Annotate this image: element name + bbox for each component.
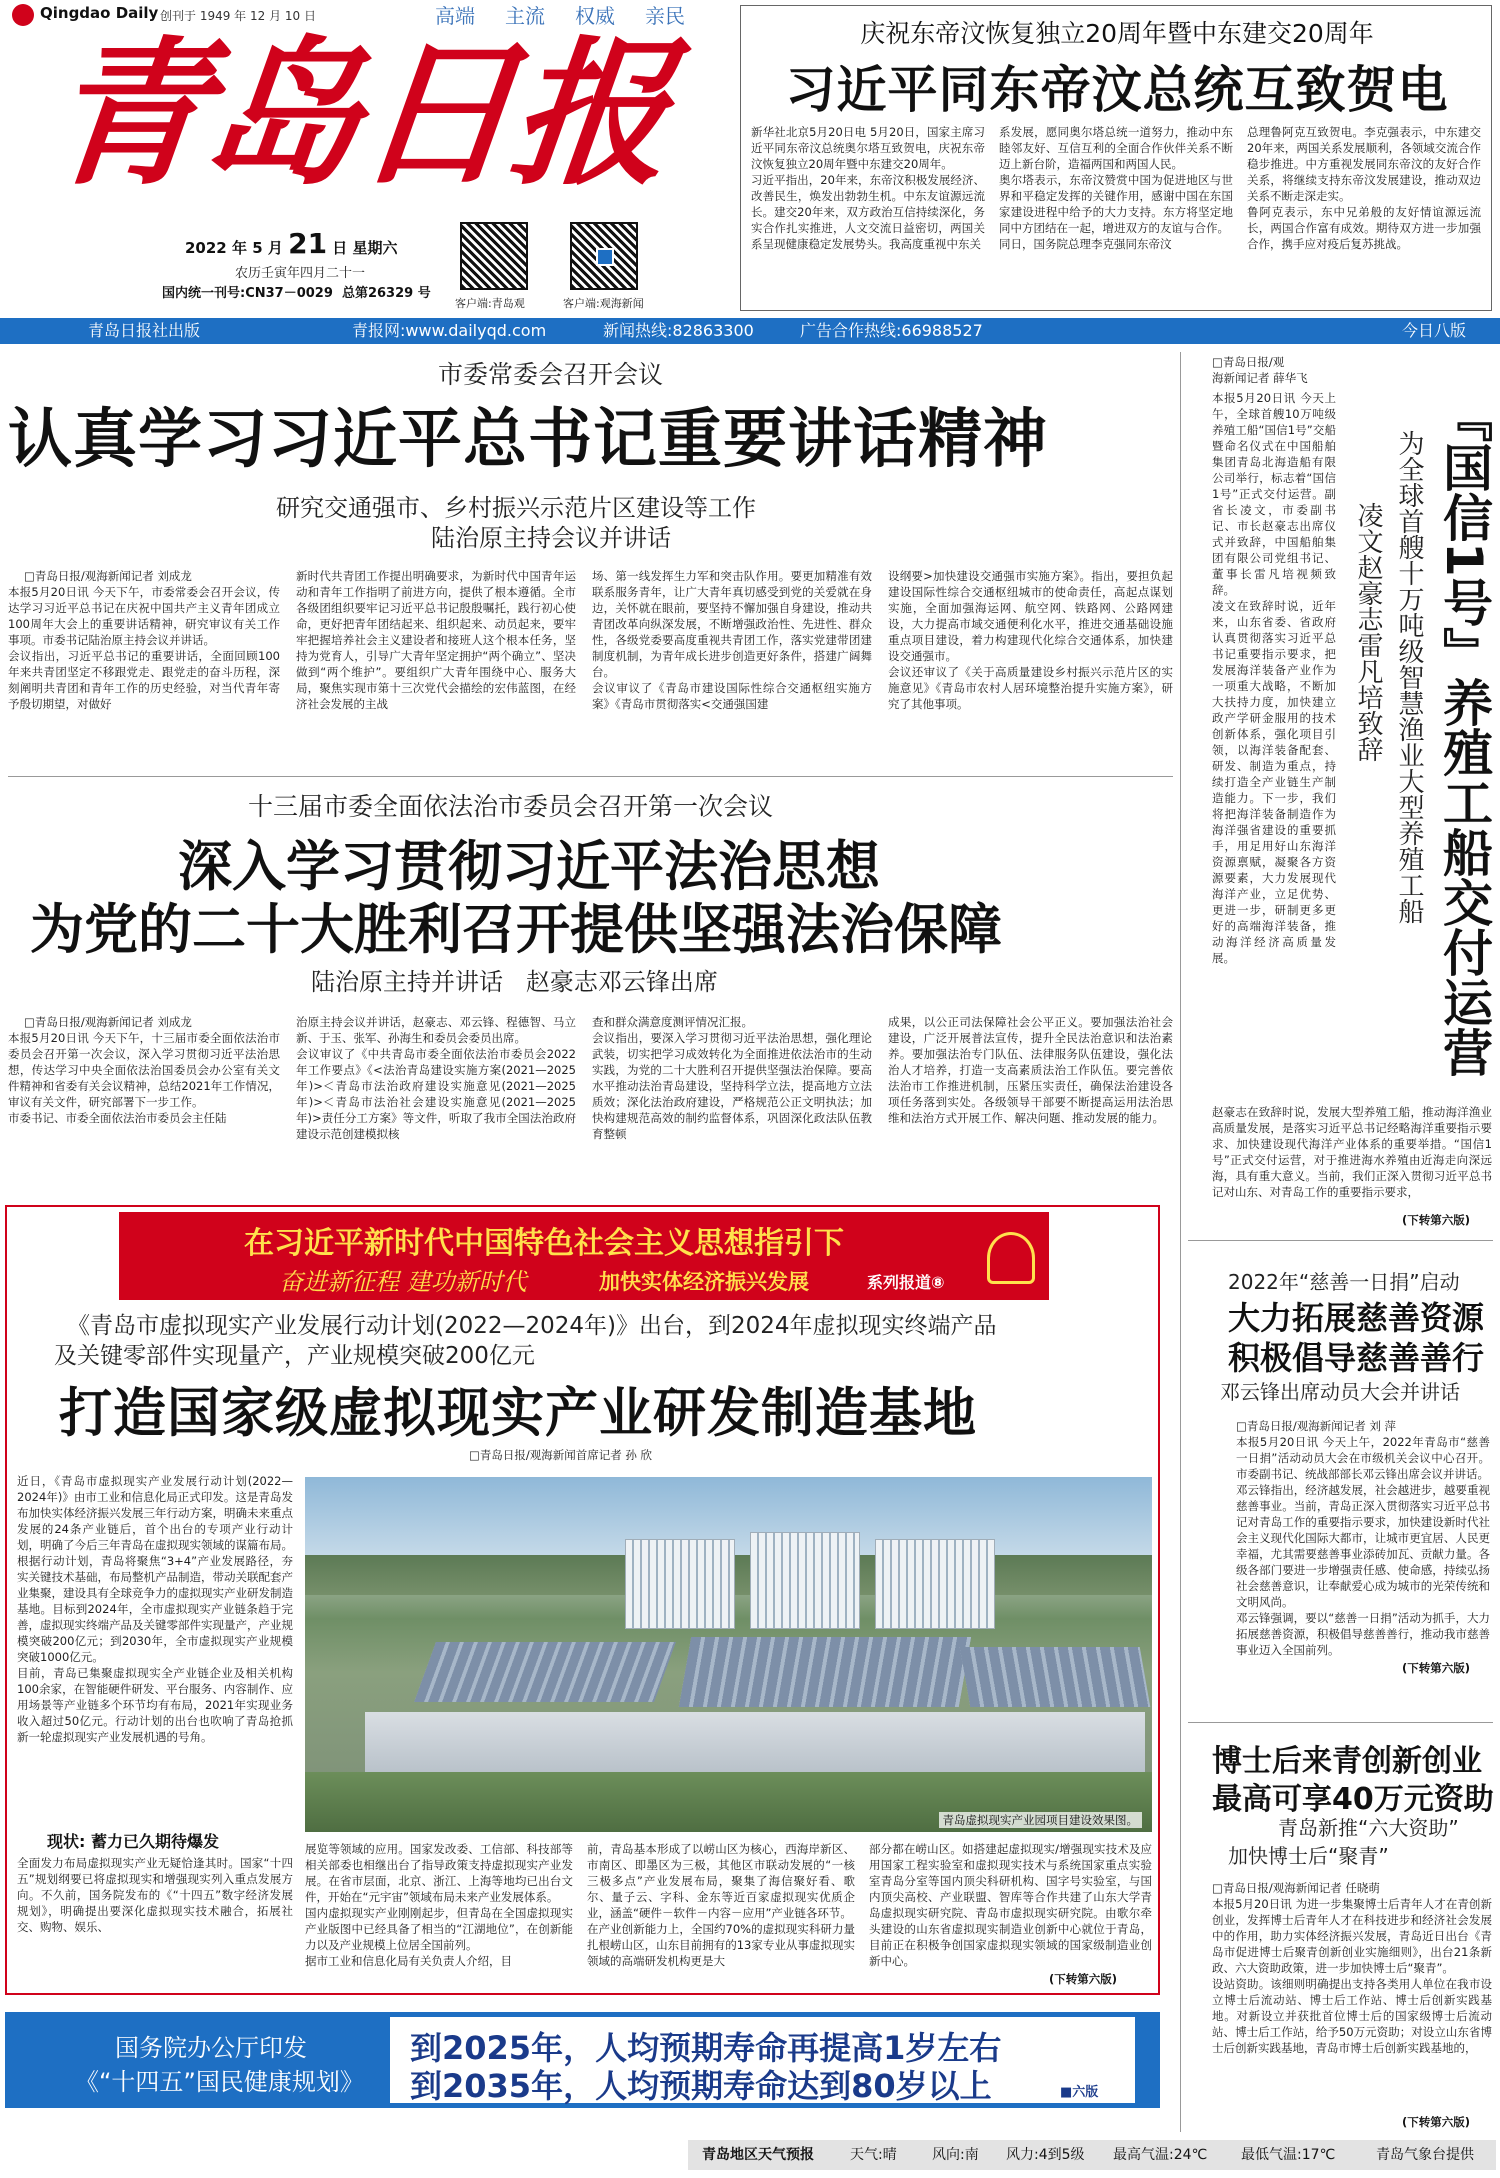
story3-col3: 前，青岛基本形成了以崂山区为核心，西海岸新区、市南区、即墨区为三极，其他区市联动发展的“一核三极多点”产业发展布局，聚集了海信聚好看、歌尔、量子云、字科、金东等近百家虚拟现实优质企业，涵盖“硬件－软件－内容－应用”产业链各环节。 在产业创新能力上，全国约70%的虚拟现实科研力量扎根崂山区，山东目前拥有的13家专业从事虚拟现实领域的高端研发机构更是大 (587, 1842, 855, 1968)
factory-roof-2 (679, 1637, 971, 1707)
weather-low: 最低气温:17℃ (1241, 2147, 1336, 2163)
story2-kicker: 十三届市委全面依法治市委员会召开第一次会议 (248, 792, 774, 821)
story2-byline: □青岛日报/观海新闻记者 刘成龙 (24, 1015, 192, 1029)
side1-vsub2: 凌文赵豪志雷凡培致辞 (1353, 502, 1383, 762)
factory-wall (365, 1712, 1145, 1772)
weather-wind-force: 风力:4到5级 (1006, 2147, 1085, 2163)
side2-byline: □青岛日报/观海新闻记者 刘 萍 (1236, 1419, 1397, 1433)
story2-headline1: 深入学习贯彻习近平法治思想 (178, 835, 880, 898)
top-story-headline: 习近平同东帝汶总统互致贺电 (785, 61, 1449, 119)
side1-byline1: □青岛日报/观 (1212, 355, 1285, 369)
story-2 (8, 782, 1173, 1202)
story3-lead: 近日，《青岛市虚拟现实产业发展行动计划(2022—2024年)》由市工业和信息化局正式印发。这是青岛发布加快实体经济振兴发展三年行动方案，明确未来重点发展的24条产业链后，首个出台的专项产业行动计划，明确了今后三年青岛在虚拟现实领域的谋篇布局。 根据行动计划，青岛将聚焦“3+4”产业发展路径，夯实关键技术基础，布局整机产品制造，带动关联配套产业集聚，建设具有全球竞争力的虚拟现实产业研发制造基地。目标到2024年，全市虚拟现实产业链条趋于完善，虚拟现实终端产品及关键零部件实现量产，产业规模突破200亿元；到2030年，全市虚拟现实产业规模突破1000亿元。 目前，青岛已集聚虚拟现实全产业链企业及相关机构100余家，在智能硬件研发、平台服务、内容制作、应用场景等产业链多个环节均有布局，2021年实现业务收入超过50亿元。行动计划的出台也吹响了青岛抢抓新一轮虚拟现实产业发展机遇的号角。 (17, 1474, 293, 1744)
lunar-date: 农历壬寅年四月二十一 (235, 266, 366, 281)
top-story (740, 5, 1492, 311)
side1-wide: 赵豪志在致辞时说，发展大型养殖工船，推动海洋渔业高质量发展，是落实习近平总书记经略海洋重要指示要求、加快建设现代海洋产业体系的重要举措。“国信1号”正式交付运营，对于推进海水养殖由近海走向深远海，具有重大意义。当前，我们正深入贯彻习近平总书记对山东、对青岛工作的重要指示要求， (1212, 1105, 1492, 1199)
qr-code-guanhai[interactable] (570, 222, 638, 290)
banner-ship-icon (987, 1232, 1035, 1284)
weather-bar (688, 2140, 1496, 2170)
story2-col4: 成果，以公正司法保障社会公平正义。要加强法治社会建设，广泛开展普法宣传，提升全民法治意识和法治素养。要加强法治专门队伍、法律服务队伍建设，强化法治人才培养，打造一支高素质法治工作队伍。要完善依法治市工作推进机制，压紧压实责任，确保法治建设各项任务落到实处。各级领导干部要不断提高运用法治思维和法治方式开展工作、解决问题、推动发展的能力。 (888, 1015, 1173, 1125)
masthead (10, 0, 730, 318)
top-story-col3: 总理鲁阿克互致贺电。李克强表示，中东建交20年来，两国关系发展顺利，各领域交流合作稳步推进。中方重视发展同东帝汶的友好合作关系，将继续支持东帝汶发展建设，推动双边关系不断走深走实。 鲁阿克表示，东中兄弟般的友好情谊源远流长，两国合作富有成效。期待双方进一步加强合作，携手应对疫后复苏挑战。 (1247, 125, 1481, 251)
side3-sub2: 加快博士后“聚青” (1228, 1844, 1389, 1868)
side1-narrow: 本报5月20日讯 今天上午，全球首艘10万吨级养殖工船“国信1号”交船暨命名仪式在中国船舶集团青岛北海造船有限公司举行，标志着“国信1号”正式交付运营。副省长凌文，市委副书记、市长赵豪志出席仪式并致辞，中国船舶集团有限公司党组书记、董事长雷凡培视频致辞。 凌文在致辞时说，近年来，山东省委、省政府认真贯彻落实习近平总书记重要指示要求，把发展海洋装备产业作为一项重大战略，不断加大扶持力度，加快建立政产学研金服用的技术创新体系，强化项目引领，以海洋装备配套、研发、制造为重点，持续打造全产业链生产制造能力。下一步，我们将把海洋装备制造作为海洋强省建设的重要抓手，用足用好山东海洋资源禀赋，凝聚各方资源要素，大力发展现代海洋产业，立足优势、更进一步，研制更多更好的高端海洋装备，推动海洋经济高质量发展。 (1212, 391, 1336, 965)
side3-body: 本报5月20日讯 为进一步集聚博士后青年人才在青创新创业，发挥博士后青年人才在科技进步和经济社会发展中的作用，助力实体经济振兴发展，青岛近日出台《青岛市促进博士后聚青创新创业实施细则》，出台21条新政、六大资助政策，进一步加快博士后“聚青”。 设站资助。该细则明确提出支持各类用人单位在我市设立博士后流动站、博士后工作站、博士后创新实践基地。对新设立并获批首位博士后的国家级博士后流动站、博士后工作站，给予50万元资助；对设立山东省博士后创新实践基地，青岛市博士后创新实践基地的， (1212, 1897, 1492, 2055)
qr-center-logo-icon (596, 248, 614, 266)
story1-col2: 新时代共青团工作提出明确要求，为新时代中国青年运动和青年工作指明了前进方向，提供了根本遵循。全市各级团组织要牢记习近平总书记殷殷嘱托，践行初心使命，更好把青年团结起来、组织起来、动员起来，要牢牢把握培养社会主义建设者和接班人这个根本任务，坚持为党育人，引导广大青年坚定拥护“两个确立”、坚决做到“两个维护”。要组织广大青年围绕中心、服务大局，聚焦实现市第十三次党代会描绘的宏伟蓝图，在经济社会发展的主战 (296, 569, 576, 711)
qr-code-qingdaoguan[interactable] (460, 222, 528, 290)
story3-kicker1: 《青岛市虚拟现实产业发展行动计划(2022—2024年)》出台，到2024年虚拟现实终端产品 (67, 1313, 997, 1339)
qr2-label: 客户端:观海新闻 (563, 297, 644, 310)
health-plan-box[interactable] (5, 2012, 1160, 2108)
side2-turn: (下转第六版) (1402, 1661, 1471, 1675)
story1-headline: 认真学习习近平总书记重要讲话精神 (8, 403, 1048, 477)
side3-turn: (下转第六版) (1402, 2115, 1471, 2129)
side-divider-1 (1188, 1240, 1493, 1241)
weather-high: 最高气温:24℃ (1113, 2147, 1208, 2163)
story1-kicker: 市委常委会召开会议 (438, 360, 664, 389)
side2-sub: 邓云锋出席动员大会并讲话 (1220, 1380, 1460, 1404)
story3-section-title: 现状: 蓄力已久期待爆发 (47, 1832, 219, 1851)
banner-line2: 奋进新征程 建功新时代 (279, 1268, 527, 1296)
side1-vsub: 为全球首艘十万吨级智慧渔业大型养殖工船 (1394, 430, 1424, 924)
health-right2: 到2035年，人均预期寿命达到80岁以上 (410, 2067, 992, 2105)
banner-line1: 在习近平新时代中国特色社会主义思想指引下 (244, 1226, 844, 1261)
story2-sub: 陆治原主持并讲话 赵豪志邓云锋出席 (311, 968, 718, 996)
side1-turn: (下转第六版) (1402, 1213, 1471, 1227)
story1-col1: 本报5月20日讯 今天下午，市委常委会召开会议，传达学习习近平总书记在庆祝中国共产主义青年团成立100周年大会上的重要讲话精神，研究审议有关工作事项。市委书记陆治原主持会议并讲话。 会议指出，习近平总书记的重要讲话，全面回顾100年来共青团坚定不移跟党走、跟党走的奋斗历程，深刻阐明共青团和青年工作的历史经验，对当代青年寄予殷切期望，对做好 (8, 585, 280, 711)
health-inner-box (390, 2017, 1135, 2103)
date-prefix: 2022 年 5 月 (185, 239, 283, 257)
story3-headline: 打造国家级虚拟现实产业研发制造基地 (59, 1383, 977, 1444)
story3-kicker2: 及关键零部件实现量产，产业规模突破200亿元 (54, 1343, 535, 1369)
photo-caption: 青岛虚拟现实产业园项目建设效果图。 (939, 1812, 1143, 1828)
side1-byline2: 海新闻记者 薛华飞 (1212, 371, 1308, 385)
vr-park-photo (305, 1477, 1152, 1832)
side2-body: 本报5月20日讯 今天上午，2022年青岛市“慈善一日捐”活动动员大会在市级机关会议中心召开。市委副书记、统战部部长邓云锋出席会议并讲话。 邓云锋指出，经济越发展，社会越进步，越要重视慈善事业。当前，青岛正深入贯彻落实习近平总书记对青岛工作的重要指示要求，加快建设新时代社会主义现代化国际大都市，让城市更宜居、人民更幸福，尤其需要慈善事业添砖加瓦、贡献力量。各级各部门要进一步增强责任感、使命感，持续弘扬社会慈善意识，让奉献爱心成为城市的光荣传统和文明风尚。 邓云锋强调，要以“慈善一日捐”活动为抓手，大力拓展慈善资源，积极倡导慈善善行，推动我市慈善事业迈入全国前列。 (1236, 1435, 1490, 1657)
news-hotline: 新闻热线:82863300 (603, 321, 754, 340)
side3-sub1: 青岛新推“六大资助” (1278, 1816, 1459, 1840)
story1-col3: 场、第一线发挥生力军和突击队作用。要更加精准有效联系服务青年，让广大青年真切感受到党的关爱就在身边，关怀就在眼前，要坚持不懈加强自身建设，推动共青团改革向纵深发展，不断增强政治性、先进性、群众性，各级党委要高度重视共青团工作，落实党建带团建制度机制，为青年成长进步创造更好条件，搭建广阔舞台。 会议审议了《青岛市建设国际性综合交通枢纽实施方案》《青岛市贯彻落实<交通强国建 (592, 569, 872, 711)
story-1 (8, 350, 1173, 748)
story2-col3: 查和群众满意度测评情况汇报。 会议指出，要深入学习贯彻习近平法治思想，强化理论武装，切实把学习成效转化为全面推进依法治市的生动实践，为党的二十大胜利召开提供坚强法治保障。要高水平推动法治青岛建设，坚持科学立法，提高地方立法质效；深化法治政府建设，严格规范公正文明执法；加快构建规范高效的制约监督体系，巩固深化政法队伍教育整顿 (592, 1015, 872, 1141)
side-divider-2 (1188, 1722, 1493, 1723)
health-right1: 到2025年，人均预期寿命再提高1岁左右 (410, 2029, 1002, 2067)
newspaper-logo-icon (12, 4, 34, 26)
english-name: Qingdao Daily (40, 4, 159, 22)
tower-block-3 (875, 1539, 995, 1629)
info-bar (0, 318, 1500, 344)
tower-block-2 (750, 1532, 860, 1629)
story3-col2: 展览等领域的应用。国家发改委、工信部、科技部等相关部委也相继出台了指导政策支持虚拟现实产业发展。在省市层面，北京、浙江、上海等地均已出台文件，开始在“元宇宙”领域布局未来产业发展体系。 国内虚拟现实产业刚刚起步，但青岛在全国虚拟现实产业版图中已经具备了相当的“江湖地位”，在创新能力以及产业规模上位居全国前列。 据市工业和信息化局有关负责人介绍，目 (305, 1842, 573, 1968)
health-left1: 国务院办公厅印发 (115, 2034, 307, 2062)
side-story-postdoc (1188, 1730, 1498, 2135)
story1-byline: □青岛日报/观海新闻记者 刘成龙 (24, 569, 192, 583)
weather-source: 青岛气象台提供 (1376, 2147, 1474, 2163)
top-story-kicker: 庆祝东帝汶恢复独立20周年暨中东建交20周年 (860, 19, 1374, 48)
side2-headline2: 积极倡导慈善善行 (1228, 1339, 1485, 1377)
slogan-3: 权威 (575, 4, 615, 28)
story2-col2: 治原主持会议并讲话，赵豪志、邓云锋、程德智、马立新、于玉、张军、孙海生和委员会委员出席。 会议审议了《中共青岛市委全面依法治市委员会2022年工作要点》《<法治青岛建设实施方案(2021—2025年)>＜青岛市法治政府建设实施意见(2021—2025年)>＜青岛市法治社会建设实施意见(2021—2025年)>责任分工方案》等文件，听取了我市全国法治政府建设示范创建模拟核 (296, 1015, 576, 1141)
sidebar-divider (1180, 352, 1181, 2132)
side1-vtitle: 『国信1号』养殖工船交付运营 (1435, 392, 1493, 1077)
story-3-box (5, 1205, 1160, 1995)
story1-sub1: 研究交通强市、乡村振兴示范片区建设等工作 (276, 494, 756, 522)
tower-block-1 (625, 1539, 735, 1629)
story2-col1: 本报5月20日讯 今天下午，十三届市委全面依法治市委员会召开第一次会议，深入学习贯彻习近平法治思想，传达学习中央全面依法治国委员会办公室有关文件精神和省委有关会议精神，总结2021年工作情况，审议有关文件，研究部署下一步工作。 市委书记、市委全面依法治市委员会主任陆 (8, 1031, 280, 1125)
ad-hotline: 广告合作热线:66988527 (800, 321, 983, 340)
founded-date: 创刊于 1949 年 12 月 10 日 (160, 9, 316, 23)
story1-col4: 设纲要>加快建设交通强市实施方案》。指出，要担负起建设国际性综合交通枢纽城市的使命责任，高起点谋划实施，全面加强海运网、航空网、铁路网、公路网建设，大力提高市域交通便利化水平，推进交通基础设施重点项目建设，着力构建现代化综合交通体系，加快建设交通强市。 会议还审议了《关于高质量建设乡村振兴示范片区的实施意见》《青岛市农村人居环境整治提升实施方案》，研究了其他事项。 (888, 569, 1173, 711)
qr1-label: 客户端:青岛观 (455, 297, 525, 310)
side3-byline: □青岛日报/观海新闻记者 任晓萌 (1212, 1881, 1380, 1895)
side2-headline1: 大力拓展慈善资源 (1228, 1299, 1485, 1337)
slogan-1: 高端 (435, 4, 475, 28)
top-story-col1: 新华社北京5月20日电 5月20日，国家主席习近平同东帝汶总统奥尔塔互致贺电，庆祝东帝汶恢复独立20周年暨中东建交20周年。 习近平指出，20年来，东帝汶积极发展经济、改善民生，焕发出勃勃生机。中东友谊源远流长。建交20年来，双方政治互信持续深化，务实合作扎实推进，人文交流日益密切，两国关系呈现健康稳定发展势头。我高度重视中东关 (751, 125, 985, 251)
top-story-col2: 系发展，愿同奥尔塔总统一道努力，推动中东睦邻友好、互信互利的全面合作伙伴关系不断迈上新台阶，造福两国和两国人民。 奥尔塔表示，东帝汶赞赏中国为促进地区与世界和平稳定发挥的关键作用，感谢中国在东国家建设进程中给予的大力支持。东方将坚定地同中方团结在一起，增进双方的友谊与合作。 同日，国务院总理李克强同东帝汶 (999, 125, 1233, 251)
issue-number: 国内统一刊号:CN37－0029 总第26329 号 (162, 286, 431, 301)
story3-turn: (下转第六版) (1049, 1972, 1118, 1986)
weather-wind-dir: 风向:南 (932, 2147, 979, 2163)
side3-headline2: 最高可享40万元资助 (1212, 1782, 1494, 1817)
banner-line3: 加快实体经济振兴发展 (599, 1270, 809, 1294)
factory-roof-3 (960, 1647, 1151, 1707)
story1-sub2: 陆治原主持会议并讲话 (431, 524, 671, 552)
health-left2: 《“十四五”国民健康规划》 (75, 2068, 364, 2096)
slogan-2: 主流 (505, 4, 545, 28)
series-banner (119, 1212, 1049, 1300)
health-page-ref: ■六版 (1060, 2085, 1099, 2100)
side-story-guoxin (1188, 352, 1498, 1232)
slogan-4: 亲民 (645, 4, 685, 28)
side2-kicker: 2022年“慈善一日捐”启动 (1228, 1270, 1460, 1294)
divider-1 (8, 776, 1173, 777)
weather-sky: 天气:晴 (850, 2147, 897, 2163)
story3-after: 全面发力布局虚拟现实产业无疑恰逢其时。国家“十四五”规划纲要已将虚拟现实和增强现实列入重点发展方向。不久前，国务院发布的《“十四五”数字经济发展规划》，明确提出要深化虚拟现实技术融合，拓展社交、购物、娱乐、 (17, 1856, 293, 1934)
story3-col4: 部分都在崂山区。如搭建起虚拟现实/增强现实技术及应用国家工程实验室和虚拟现实技术与系统国家重点实验室青岛分室等国内顶尖科研机构、国字号实验室，与国内顶尖高校、产业联盟、智库等合作共建了山东大学青岛虚拟现实研究院、青岛市虚拟现实研究院。由歌尔牵头建设的山东省虚拟现实制造业创新中心就位于青岛，目前正在积极争创国家虚拟现实领域的国家级制造业创新中心。 (869, 1842, 1152, 1968)
website-link[interactable]: 青报网:www.dailyqd.com (352, 321, 547, 340)
pages-count: 今日八版 (1402, 321, 1467, 340)
factory-roof-1 (414, 1642, 676, 1702)
date-suffix: 日 星期六 (332, 239, 398, 257)
date-day: 21 (288, 227, 328, 260)
banner-tag: 系列报道⑧ (867, 1273, 945, 1292)
story3-byline: □青岛日报/观海新闻首席记者 孙 欣 (469, 1448, 653, 1462)
weather-title: 青岛地区天气预报 (702, 2147, 814, 2163)
publisher: 青岛日报社出版 (88, 321, 201, 340)
story2-headline2: 为党的二十大胜利召开提供坚强法治保障 (30, 898, 1002, 961)
side3-headline1: 博士后来青创新创业 (1212, 1744, 1482, 1779)
newspaper-title: 青岛日报 (40, 22, 676, 207)
side-story-charity (1188, 1248, 1498, 1688)
issue-date (185, 227, 398, 260)
